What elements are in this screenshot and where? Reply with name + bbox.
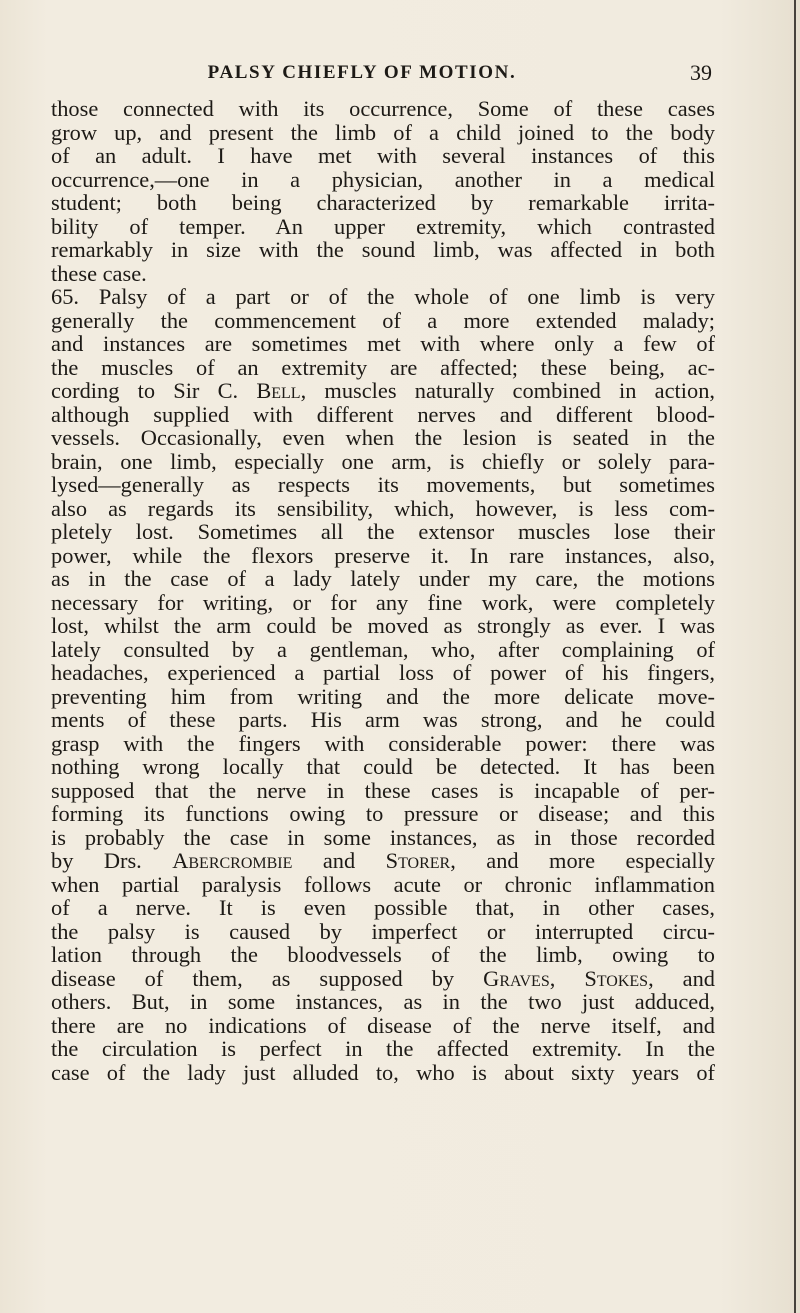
page-edge-shadow — [794, 0, 796, 1313]
text-line: vessels. Occasionally, even when the lesion is seated in the — [51, 425, 715, 450]
page-number: 39 — [690, 60, 712, 85]
text-line: cording to Sir C. Bell, muscles naturally combined in action, — [51, 378, 715, 403]
text-line: when partial paralysis follows acute or chronic inflammation — [51, 871, 715, 897]
text-line: generally the commencement of a more extended malady; — [51, 307, 715, 333]
text-line: is probably the case in some instances, as in those recorded — [51, 824, 715, 850]
text-line: forming its functions owing to pressure or disease; and this — [51, 801, 715, 826]
text-line: also as regards its sensibility, which, however, is less com- — [51, 495, 715, 521]
text-line: disease of them, as supposed by Graves, Stokes, and — [51, 965, 716, 991]
page-header — [52, 58, 712, 88]
text-line: headaches, experienced a partial loss of power of his fingers, — [51, 660, 715, 685]
text-line: grasp with the fingers with considerable power: there was — [51, 730, 715, 756]
text-line: by Drs. Abercrombie and Storer, and more especially — [51, 848, 716, 873]
text-line: preventing him from writing and the more delicate move- — [51, 683, 715, 709]
text-line: nothing wrong locally that could be detected. It has been — [51, 754, 715, 779]
text-line: brain, one limb, especially one arm, is chiefly or solely para- — [51, 448, 715, 474]
text-line: there are no indications of disease of the nerve itself, and — [51, 1012, 715, 1038]
text-line: remarkably in size with the sound limb, was affected in both — [51, 237, 715, 262]
text-line: the circulation is perfect in the affected extremity. In the — [51, 1036, 715, 1061]
text-line: others. But, in some instances, as in the two just adduced, — [51, 989, 715, 1014]
text-line: student; both being characterized by remarkable irrita- — [51, 190, 715, 215]
running-head: PALSY CHIEFLY OF MOTION. — [207, 62, 517, 83]
text-line: lysed—generally as respects its movements, but sometimes — [51, 472, 715, 497]
text-line: these case. — [51, 260, 147, 286]
text-line: bility of temper. An upper extremity, which contrasted — [51, 213, 715, 239]
text-line: the muscles of an extremity are affected; these being, ac- — [51, 354, 715, 380]
text-line: ments of these parts. His arm was strong, and he could — [51, 707, 715, 732]
text-line: grow up, and present the limb of a child joined to the body — [51, 119, 715, 145]
text-line: power, while the flexors preserve it. In rare instances, also, — [51, 542, 715, 568]
text-line: although supplied with different nerves and different blood- — [51, 401, 715, 427]
text-line: lation through the bloodvessels of the limb, owing to — [51, 942, 715, 967]
text-line: case of the lady just alluded to, who is about sixty years of — [51, 1059, 715, 1085]
text-line: lost, whilst the arm could be moved as strongly as ever. I was — [51, 613, 715, 638]
text-line: occurrence,—one in a physician, another in a medical — [51, 166, 715, 192]
text-line: and instances are sometimes met with where only a few of — [51, 331, 715, 356]
text-line: the palsy is caused by imperfect or interrupted circu- — [51, 918, 715, 944]
text-line: 65. Palsy of a part or of the whole of one limb is very — [51, 284, 715, 309]
text-line: necessary for writing, or for any fine work, were completely — [51, 589, 715, 615]
text-line: as in the case of a lady lately under my care, the motions — [51, 566, 715, 591]
text-line: lately consulted by a gentleman, who, after complaining of — [51, 636, 715, 662]
body-text — [51, 97, 715, 1084]
text-line: of an adult. I have met with several instances of this — [51, 143, 715, 168]
text-line: pletely lost. Sometimes all the extensor muscles lose their — [51, 519, 715, 544]
text-line: of a nerve. It is even possible that, in other cases, — [51, 895, 715, 920]
text-line: supposed that the nerve in these cases is incapable of per- — [51, 777, 715, 803]
text-line: those connected with its occurrence, Some of these cases — [51, 96, 715, 121]
